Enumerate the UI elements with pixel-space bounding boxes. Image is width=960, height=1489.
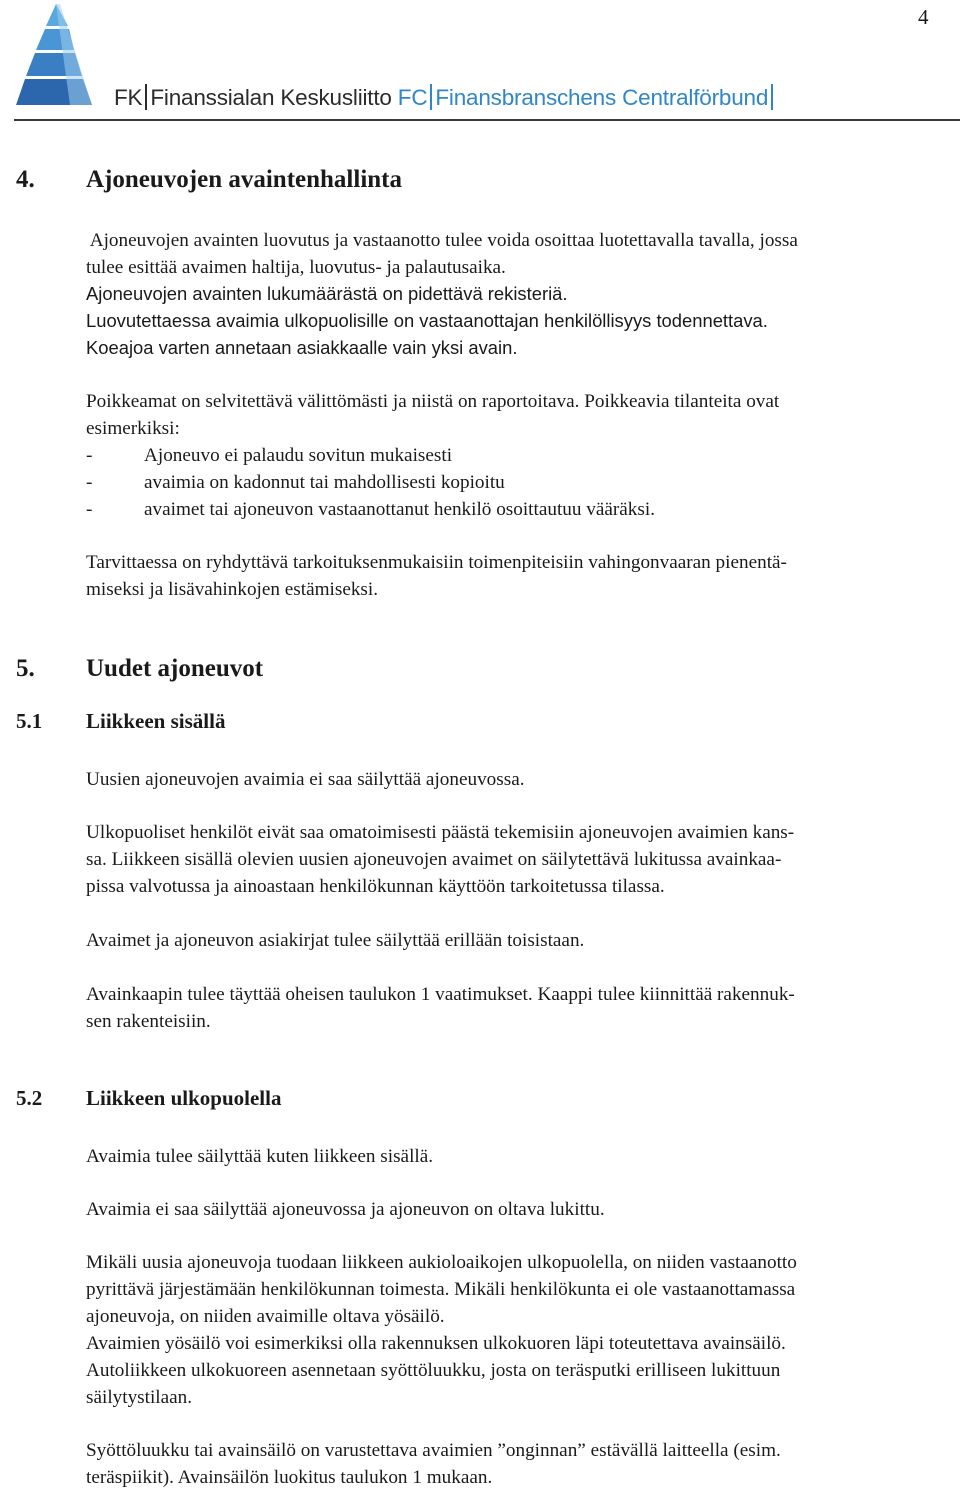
section-5-2-line-3: Mikäli uusia ajoneuvoja tuodaan liikkeen aukioloaikojen ulkopuolella, on niiden vastaanotto	[86, 1252, 797, 1273]
section-5-1-title: Liikkeen sisällä	[86, 709, 226, 733]
fk-logo-icon	[16, 4, 92, 108]
logo-fk-abbr: FK	[114, 85, 143, 110]
section-5-1-line-3: sa. Liikkeen sisällä olevien uusien ajoneuvojen avaimet on säilytettävä lukitussa avainkaa-	[86, 849, 782, 870]
logo-fk-name: Finanssialan Keskusliitto	[150, 85, 392, 110]
section-5-2-line-10: teräspiikit). Avainsäilön luokitus taulukon 1 mukaan.	[86, 1467, 493, 1488]
list-item: avaimet tai ajoneuvon vastaanottanut henkilö osoittautuu vääräksi.	[144, 499, 655, 520]
logo-fc-abbr: FC	[397, 85, 428, 110]
section-5-2-line-4: pyrittävä järjestämään henkilökunnan toimesta. Mikäli henkilökunta ei ole vastaanottamassa	[86, 1279, 796, 1300]
list-dash: -	[86, 472, 93, 493]
section-4-title: Ajoneuvojen avaintenhallinta	[86, 166, 403, 193]
section-5-1-line-1: Uusien ajoneuvojen avaimia ei saa säilyttää ajoneuvossa.	[86, 769, 525, 790]
section-4-closing-2: miseksi ja lisävahinkojen estämiseksi.	[86, 579, 379, 600]
section-5-2-line-8: säilytystilaan.	[86, 1387, 193, 1408]
list-dash: -	[86, 445, 93, 466]
page-number: 4	[918, 5, 929, 29]
section-5-2-line-9: Syöttöluukku tai avainsäilö on varustettava avaimien ”onginnan” estävällä laitteella (esim.	[86, 1440, 781, 1461]
section-5-1-line-7: sen rakenteisiin.	[86, 1011, 211, 1032]
section-4-number: 4.	[16, 166, 35, 193]
section-5-2-line-7: Autoliikkeen ulkokuoreen asennetaan syöttöluukku, josta on teräsputki erilliseen lukittuun	[86, 1360, 781, 1381]
section-4-line-4: Luovutettaessa avaimia ulkopuolisille on vastaanottajan henkilöllisyys todennettava.	[86, 310, 768, 331]
section-5-2-line-5: ajoneuvoja, on niiden avaimille oltava yösäilö.	[86, 1306, 445, 1327]
list-item: Ajoneuvo ei palaudu sovitun mukaisesti	[144, 445, 453, 466]
fk-logo-wordmark	[114, 84, 776, 111]
section-4-line-1: Ajoneuvojen avainten luovutus ja vastaanotto tulee voida osoittaa luotettavalla tavalla, jossa	[86, 230, 798, 251]
section-4-line-7: esimerkiksi:	[86, 418, 180, 439]
section-5-1-line-4: pissa valvotussa ja ainoastaan henkilökunnan käyttöön tarkoitetussa tilassa.	[86, 876, 665, 897]
section-5-1-line-2: Ulkopuoliset henkilöt eivät saa omatoimisesti päästä tekemisiin ajoneuvojen avaimien kans-	[86, 822, 795, 843]
header-divider	[14, 119, 960, 121]
section-5-2-number: 5.2	[16, 1086, 43, 1110]
section-5-title: Uudet ajoneuvot	[86, 655, 264, 682]
section-4-closing-1: Tarvittaessa on ryhdyttävä tarkoituksenmukaisiin toimenpiteisiin vahingonvaaran pienentä-	[86, 552, 787, 573]
section-5-2-line-6: Avaimien yösäilö voi esimerkiksi olla rakennuksen ulkokuoren läpi toteutettava avainsäilö.	[86, 1333, 786, 1354]
section-5-2-title: Liikkeen ulkopuolella	[86, 1086, 282, 1110]
section-5-1-line-5: Avaimet ja ajoneuvon asiakirjat tulee säilyttää erillään toisistaan.	[86, 930, 585, 951]
section-5-1-number: 5.1	[16, 709, 43, 733]
logo-fc-name: Finansbranschens Centralförbund	[435, 85, 769, 110]
list-dash: -	[86, 499, 93, 520]
section-4-line-5: Koeajoa varten annetaan asiakkaalle vain yksi avain.	[86, 337, 518, 358]
list-item: avaimia on kadonnut tai mahdollisesti kopioitu	[144, 472, 505, 493]
section-5-2-line-2: Avaimia ei saa säilyttää ajoneuvossa ja ajoneuvon on oltava lukittu.	[86, 1199, 605, 1220]
section-4-line-2: tulee esittää avaimen haltija, luovutus- ja palautusaika.	[86, 257, 506, 278]
section-5-2-line-1: Avaimia tulee säilyttää kuten liikkeen sisällä.	[86, 1146, 434, 1167]
section-5-1-line-6: Avainkaapin tulee täyttää oheisen taulukon 1 vaatimukset. Kaappi tulee kiinnittää rakennuk-	[86, 984, 795, 1005]
section-4-line-3: Ajoneuvojen avainten lukumäärästä on pidettävä rekisteriä.	[86, 283, 568, 304]
section-5-number: 5.	[16, 655, 35, 682]
section-4-line-6: Poikkeamat on selvitettävä välittömästi ja niistä on raportoitava. Poikkeavia tilanteita ovat	[86, 391, 780, 412]
